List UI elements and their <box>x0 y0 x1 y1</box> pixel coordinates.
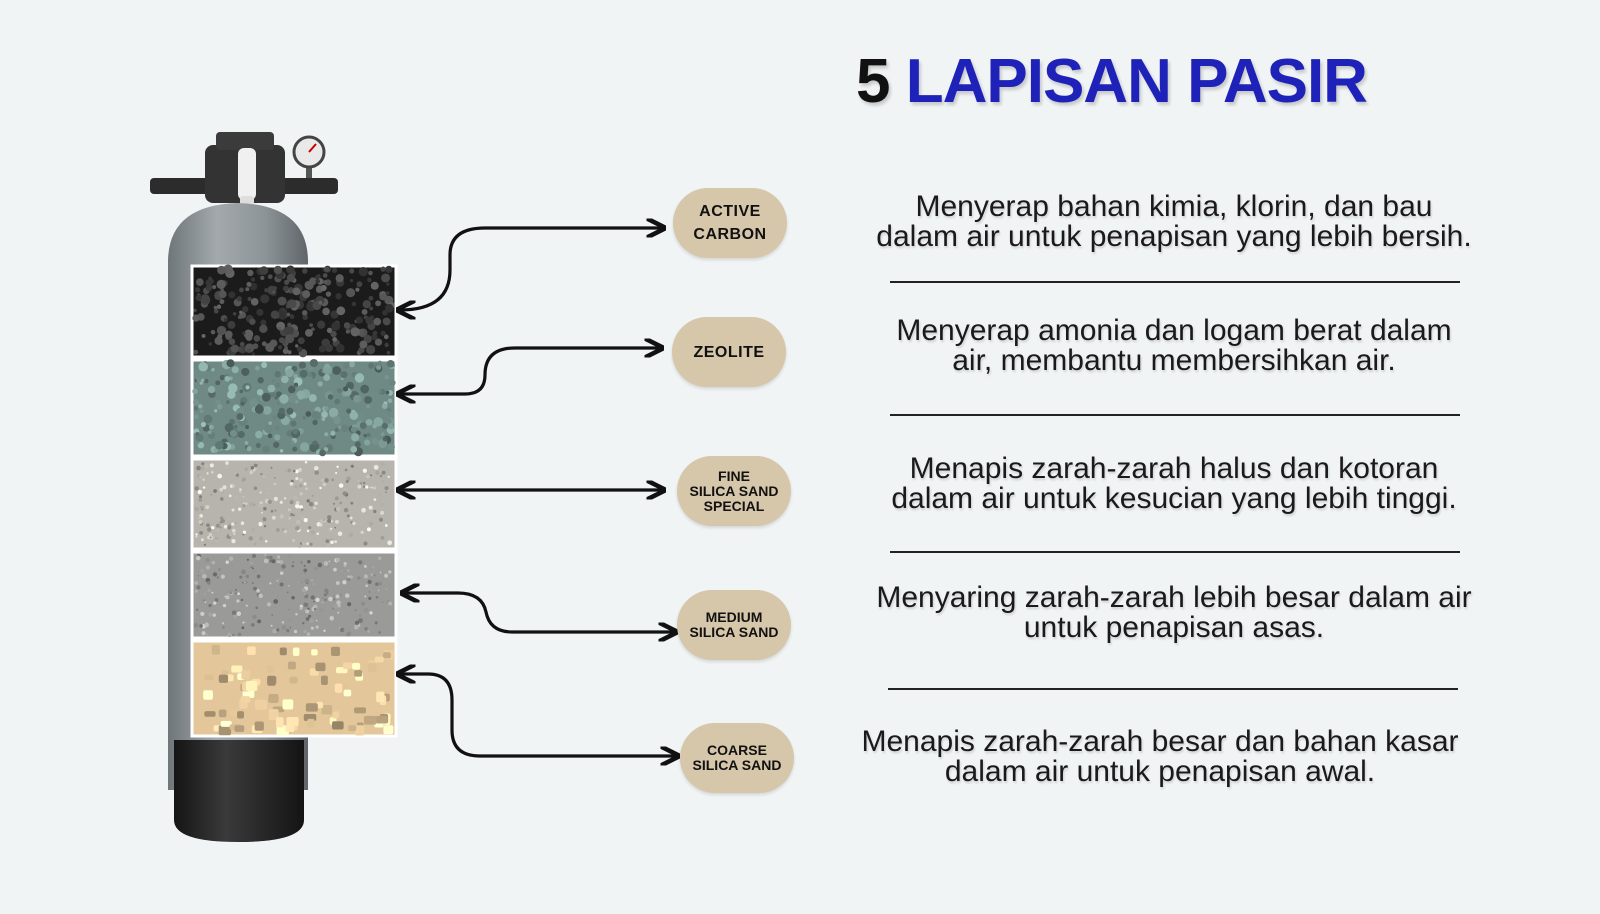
pill-label: MEDIUM SILICA SAND <box>689 609 779 640</box>
description-active-carbon: Menyerap bahan kimia, klorin, dan bau dalam air untuk penapisan yang lebih bersih. <box>876 190 1472 253</box>
description-fine-silica-sand: Menapis zarah-zarah halus dan kotoran dalam air untuk kesucian yang lebih tinggi. <box>891 452 1457 515</box>
layer-coarse-silica-sand <box>192 641 396 736</box>
description-zeolite: Menyerap amonia dan logam berat dalam air, membantu membersihkan air. <box>896 314 1452 377</box>
divider <box>890 281 1460 283</box>
divider <box>888 688 1458 690</box>
divider <box>890 551 1460 553</box>
tank-base <box>174 740 304 842</box>
pill-label: FINE SILICA SAND SPECIAL <box>689 467 779 514</box>
pill-zeolite <box>672 317 786 387</box>
description-medium-silica-sand: Menyaring zarah-zarah lebih besar dalam air untuk penapisan asas. <box>876 581 1472 644</box>
layer-zeolite <box>192 359 396 456</box>
title-text: LAPISAN PASIR <box>905 47 1367 116</box>
pill-fine-silica-sand <box>677 456 791 526</box>
arrow-active-carbon <box>400 228 662 310</box>
description-coarse-silica-sand: Menapis zarah-zarah besar dan bahan kasar dalam air untuk penapisan awal. <box>861 725 1459 788</box>
pill-coarse-silica-sand <box>680 723 794 793</box>
layer-medium-silica-sand <box>192 552 396 638</box>
layer-fine-silica-sand <box>192 459 396 549</box>
pill-medium-silica-sand <box>677 590 791 660</box>
arrow-coarse-silica <box>400 674 676 756</box>
pill-active-carbon <box>673 188 787 258</box>
arrow-zeolite <box>400 348 660 394</box>
pill-label: ACTIVE CARBON <box>693 203 767 243</box>
arrow-medium-silica <box>404 593 674 632</box>
pressure-gauge-icon <box>294 137 324 178</box>
media-layers <box>192 264 396 736</box>
page-title <box>856 46 1367 117</box>
pill-label: COARSE SILICA SAND <box>692 742 782 773</box>
layer-active-carbon <box>192 264 396 357</box>
title-number: 5 <box>856 47 890 116</box>
divider <box>890 414 1460 416</box>
pill-label: ZEOLITE <box>693 343 765 361</box>
connector-arrows <box>400 228 676 756</box>
